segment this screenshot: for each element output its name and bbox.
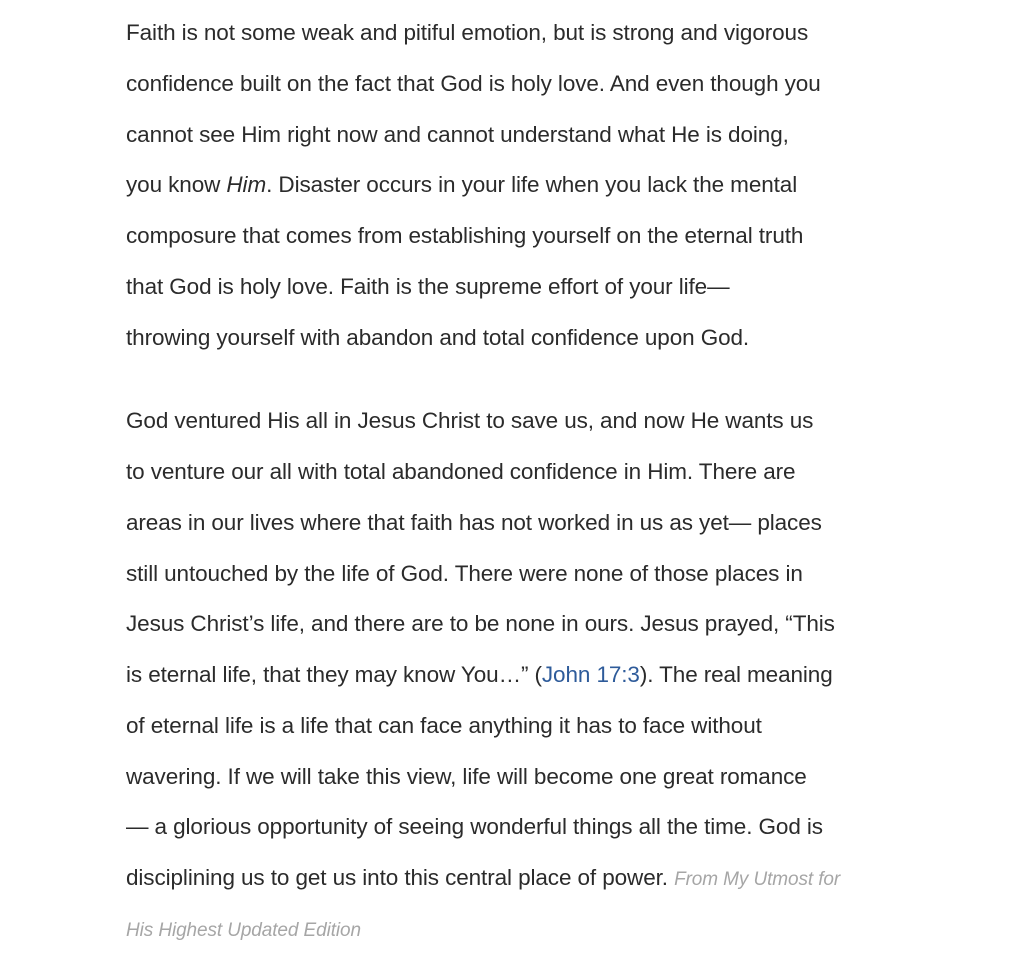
source-attribution: From My Utmost for <box>674 869 841 890</box>
scripture-reference-link[interactable]: John 17:3 <box>541 662 640 687</box>
text-fragment: disciplining us to get us into this central place of power. <box>126 865 668 890</box>
text-fragment: you know <box>126 172 227 198</box>
text-line: areas in our lives where that faith has not worked in us as yet— places <box>126 509 822 535</box>
text-line: that God is holy love. Faith is the supreme effort of your life— <box>126 273 730 299</box>
text-line: cannot see Him right now and cannot understand what He is doing, <box>126 121 789 147</box>
text-line: of eternal life is a life that can face anything it has to face without <box>126 712 762 738</box>
text-line <box>126 650 906 701</box>
source-attribution-continued: His Highest Updated Edition <box>126 919 361 941</box>
text-line: Jesus Christ’s life, and there are to be none in ours. Jesus prayed, “This <box>126 611 835 637</box>
text-line: Faith is not some weak and pitiful emotion, but is strong and vigorous <box>126 20 809 45</box>
text-line: confidence built on the fact that God is holy love. And even though you <box>126 70 821 96</box>
text-line: God ventured His all in Jesus Christ to save us, and now He wants us <box>126 408 814 434</box>
text-line: — a glorious opportunity of seeing wonderful things all the time. God is <box>126 814 823 840</box>
text-fragment: Disaster occurs in your life when you lack the mental <box>278 172 798 198</box>
paragraph-venture <box>126 396 906 956</box>
emphasized-word: Him <box>226 172 267 198</box>
devotional-article <box>126 8 906 957</box>
text-line <box>126 160 906 211</box>
text-line: wavering. If we will take this view, life will become one great romance <box>126 763 807 789</box>
paragraph-faith <box>126 8 906 363</box>
text-line: to venture our all with total abandoned confidence in Him. There are <box>126 459 796 484</box>
text-fragment: . <box>266 172 279 198</box>
text-line: throwing yourself with abandon and total confidence upon God. <box>126 324 750 350</box>
text-line: still untouched by the life of God. There were none of those places in <box>126 560 803 586</box>
text-line <box>126 853 906 906</box>
text-fragment: ). The real meaning <box>639 662 833 687</box>
text-fragment: is eternal life, that they may know You…” ( <box>126 662 542 687</box>
text-line: composure that comes from establishing yourself on the eternal truth <box>126 223 804 248</box>
